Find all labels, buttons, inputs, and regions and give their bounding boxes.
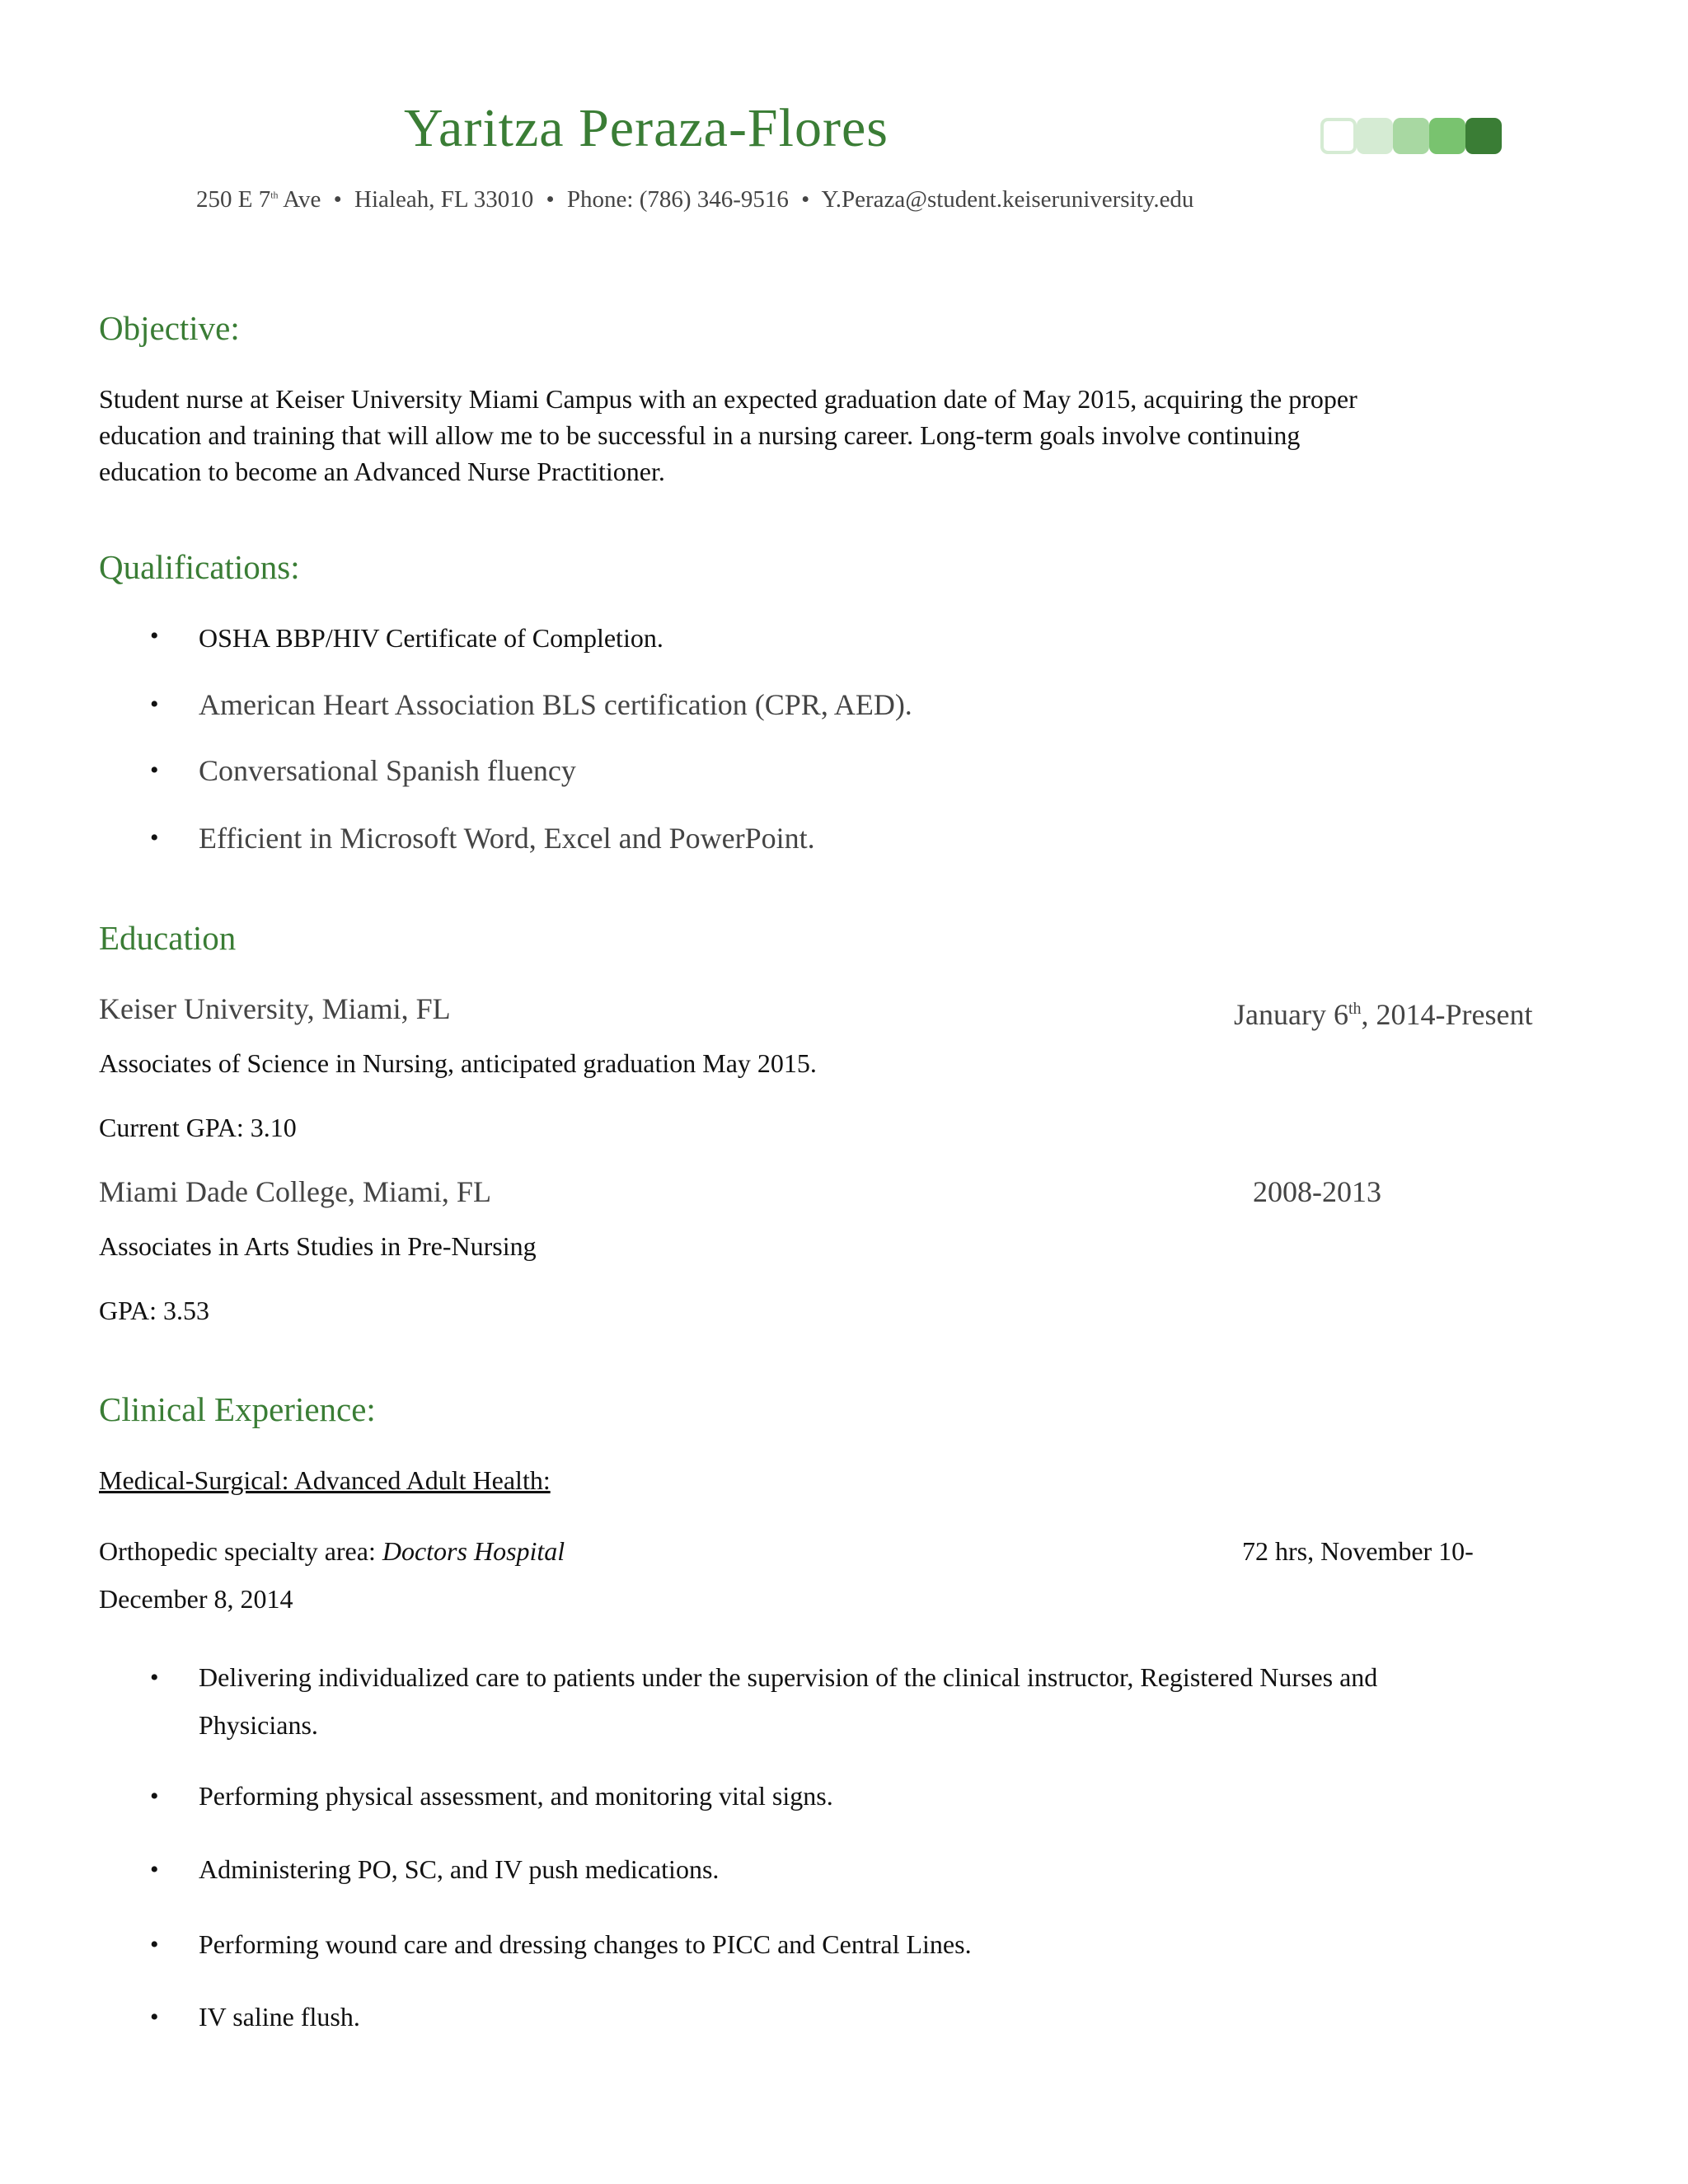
bullet-icon: • — [150, 824, 159, 851]
school-name: Miami Dade College, Miami, FL — [99, 1175, 491, 1208]
school-dates: January 6th, 2014-Present — [1234, 998, 1533, 1031]
clinical-duty: Delivering individualized care to patients under the supervision of the clinical instructor, Registered Nurses and — [199, 1662, 1378, 1692]
objective-line: education and training that will allow me to be successful in a nursing career. Long-term goals involve continuing — [99, 420, 1301, 450]
education-heading: Education — [99, 919, 237, 957]
bullet-icon: • — [150, 1783, 159, 1810]
qualification-item: Efficient in Microsoft Word, Excel and PowerPoint. — [199, 822, 815, 855]
candidate-name: Yaritza Peraza-Flores — [404, 98, 889, 158]
qualifications-heading: Qualifications: — [99, 548, 300, 586]
phone: Phone: (786) 346-9516 — [566, 186, 789, 213]
email-link[interactable]: Y.Peraza@student.keiseruniversity.edu — [821, 186, 1194, 213]
bullet-icon: • — [150, 1931, 159, 1958]
clinical-area: Orthopedic specialty area: Doctors Hospital — [99, 1536, 565, 1566]
clinical-subheading: Medical-Surgical: Advanced Adult Health: — [99, 1465, 551, 1495]
school-dates: 2008-2013 — [1253, 1175, 1381, 1208]
objective-line: education to become an Advanced Nurse Practitioner. — [99, 457, 665, 486]
objective-heading: Objective: — [99, 309, 240, 347]
square-2 — [1357, 118, 1393, 154]
degree: Associates of Science in Nursing, anticipated graduation May 2015. — [99, 1048, 817, 1078]
qualification-item: OSHA BBP/HIV Certificate of Completion. — [199, 623, 663, 653]
bullet-icon: • — [150, 622, 159, 649]
bullet-icon: • — [150, 1856, 159, 1883]
clinical-hours: 72 hrs, November 10- — [1242, 1536, 1474, 1566]
square-5 — [1465, 118, 1502, 154]
school-name: Keiser University, Miami, FL — [99, 992, 451, 1025]
degree: Associates in Arts Studies in Pre-Nursing — [99, 1231, 537, 1261]
bullet-icon: • — [150, 757, 159, 784]
city: Hialeah, FL 33010 — [354, 186, 534, 213]
separator-dot: • — [333, 186, 342, 213]
square-1 — [1320, 118, 1357, 154]
clinical-duty: Physicians. — [199, 1710, 318, 1740]
clinical-dates: December 8, 2014 — [99, 1584, 293, 1614]
separator-dot: • — [546, 186, 555, 213]
objective-line: Student nurse at Keiser University Miami Campus with an expected graduation date of May 2015, acquiring the proper — [99, 384, 1357, 414]
qualification-item: American Heart Association BLS certification (CPR, AED). — [199, 688, 912, 721]
clinical-duty: Performing physical assessment, and monitoring vital signs. — [199, 1781, 833, 1811]
bullet-icon: • — [150, 691, 159, 718]
address: 250 E 7th Ave — [196, 186, 321, 213]
clinical-duty: Administering PO, SC, and IV push medications. — [199, 1854, 720, 1884]
gpa: GPA: 3.53 — [99, 1296, 209, 1325]
bullet-icon: • — [150, 1664, 159, 1691]
square-3 — [1393, 118, 1429, 154]
bullet-icon: • — [150, 2004, 159, 2031]
clinical-duty: IV saline flush. — [199, 2002, 360, 2032]
contact-line — [196, 186, 1193, 213]
qualification-item: Conversational Spanish fluency — [199, 754, 576, 787]
gpa: Current GPA: 3.10 — [99, 1113, 297, 1142]
clinical-duty: Performing wound care and dressing changes to PICC and Central Lines. — [199, 1929, 972, 1959]
clinical-heading: Clinical Experience: — [99, 1390, 376, 1428]
hospital-name: Doctors Hospital — [382, 1536, 565, 1566]
separator-dot: • — [801, 186, 810, 213]
square-4 — [1429, 118, 1465, 154]
